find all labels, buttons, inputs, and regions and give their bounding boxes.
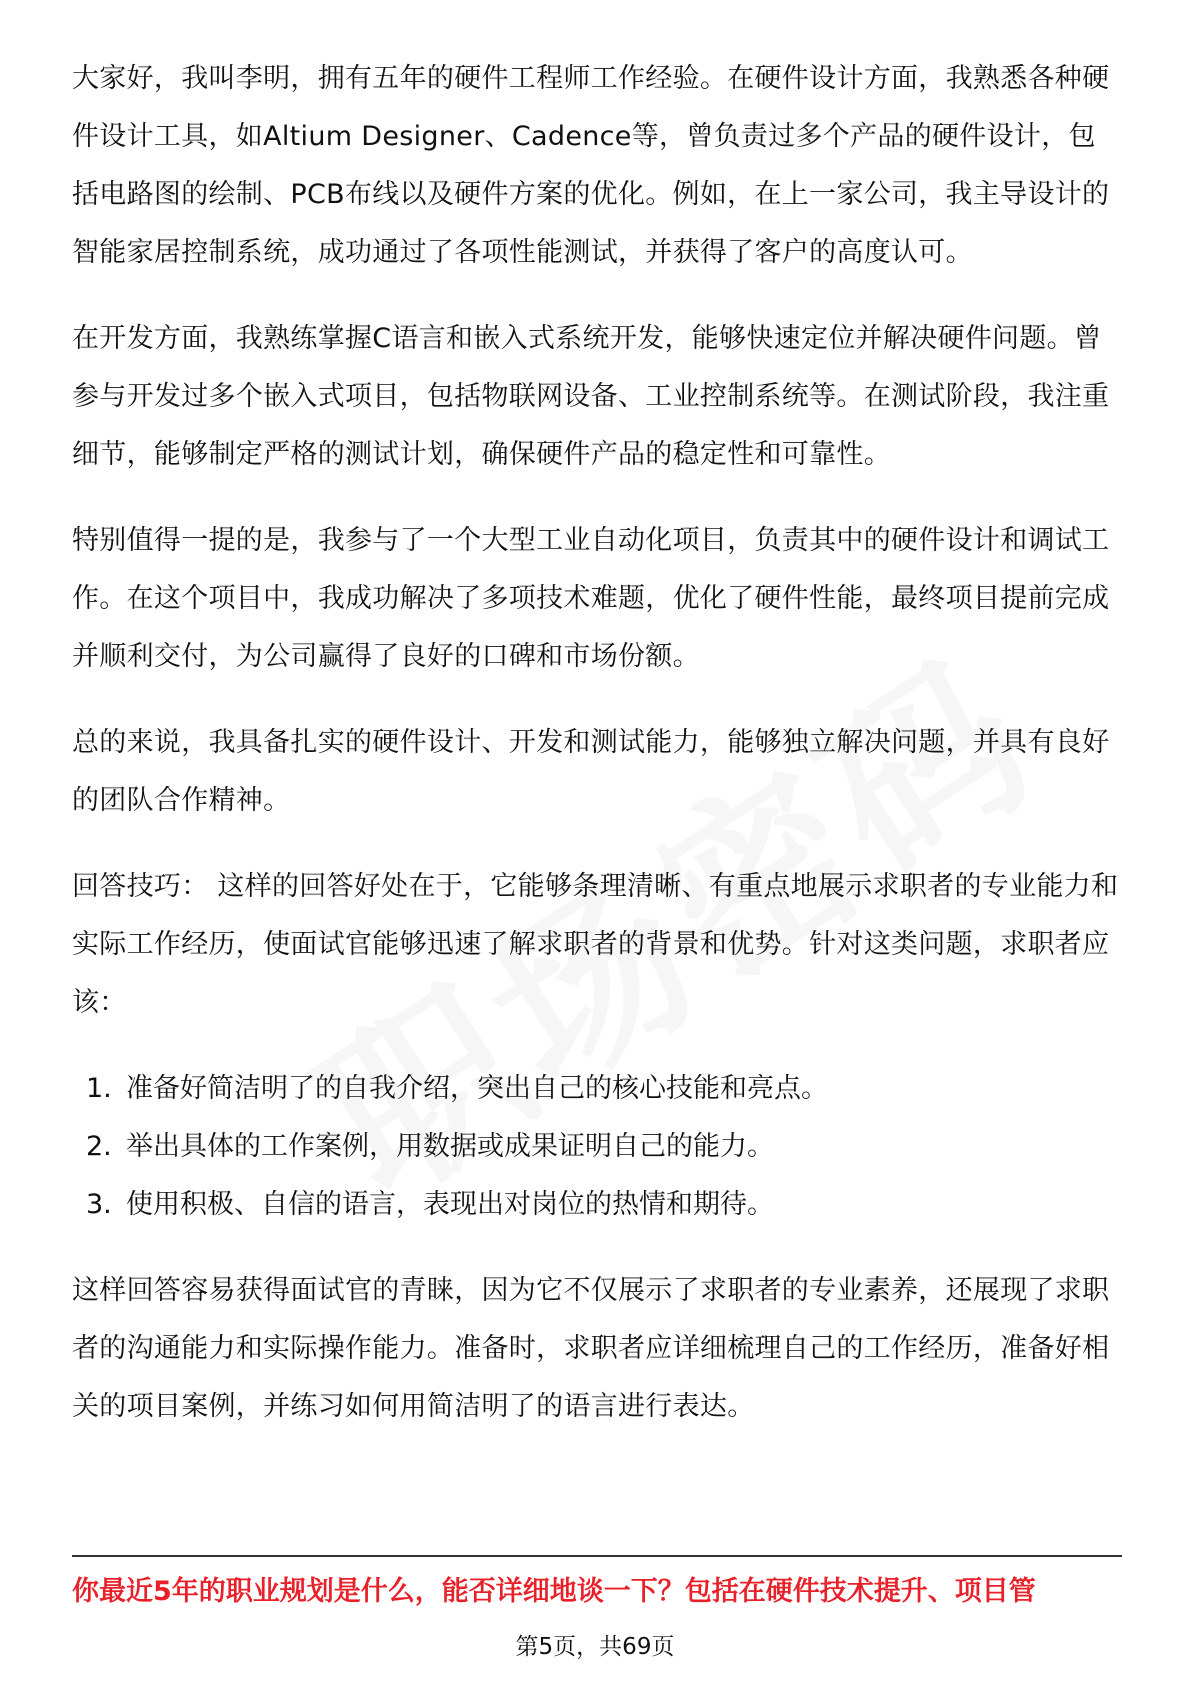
divider [72, 1555, 1122, 1557]
list-item-text: 使用积极、自信的语言，表现出对岗位的热情和期待。 [126, 1189, 774, 1220]
answer-paragraph-project: 特别值得一提的是，我参与了一个大型工业自动化项目，负责其中的硬件设计和调试工作。在这个项目中，我成功解决了多项技术难题，优化了硬件性能，最终项目提前完成并顺利交付，为公司赢得了良好的口碑和市场份额。 [72, 525, 1110, 672]
answer-tips-paragraph: 回答技巧： 这样的回答好处在于，它能够条理清晰、有重点地展示求职者的专业能力和实际工作经历，使面试官能够迅速了解求职者的背景和优势。针对这类问题，求职者应该： [72, 871, 1119, 1018]
list-item-number: 1. [86, 1073, 112, 1104]
answer-paragraph-intro: 大家好，我叫李明，拥有五年的硬件工程师工作经验。在硬件设计方面，我熟悉各种硬件设计工具，如Altium Designer、Cadence等，曾负责过多个产品的硬件设计，包括电路图的绘制、PCB布线以及硬件方案的优化。例如，在上一家公司，我主导设计的智能家居控制系统，成功通过了各项性能测试，并获得了客户的高度认可。 [72, 63, 1110, 268]
closing-paragraph: 这样回答容易获得面试官的青睐，因为它不仅展示了求职者的专业素养，还展现了求职者的沟通能力和实际操作能力。准备时，求职者应详细梳理自己的工作经历，准备好相关的项目案例，并练习如何用简洁明了的语言进行表达。 [72, 1275, 1110, 1422]
list-item-text: 举出具体的工作案例，用数据或成果证明自己的能力。 [126, 1131, 774, 1162]
next-question-heading: 你最近5年的职业规划是什么，能否详细地谈一下？包括在硬件技术提升、项目管 [72, 1576, 1036, 1607]
list-item-number: 2. [86, 1131, 112, 1162]
list-item-number: 3. [86, 1189, 112, 1220]
page-number: 第5页，共69页 [515, 1634, 675, 1660]
list-item [72, 1060, 1122, 1118]
tips-list [72, 1060, 1122, 1234]
answer-paragraph-summary: 总的来说，我具备扎实的硬件设计、开发和测试能力，能够独立解决问题，并具有良好的团队合作精神。 [72, 727, 1110, 816]
document-body [72, 50, 1122, 1464]
list-item-text: 准备好简洁明了的自我介绍，突出自己的核心技能和亮点。 [126, 1073, 828, 1104]
answer-paragraph-development: 在开发方面，我熟练掌握C语言和嵌入式系统开发，能够快速定位并解决硬件问题。曾参与开发过多个嵌入式项目，包括物联网设备、工业控制系统等。在测试阶段，我注重细节，能够制定严格的测试计划，确保硬件产品的稳定性和可靠性。 [72, 323, 1110, 470]
list-item [72, 1176, 1122, 1234]
list-item [72, 1118, 1122, 1176]
